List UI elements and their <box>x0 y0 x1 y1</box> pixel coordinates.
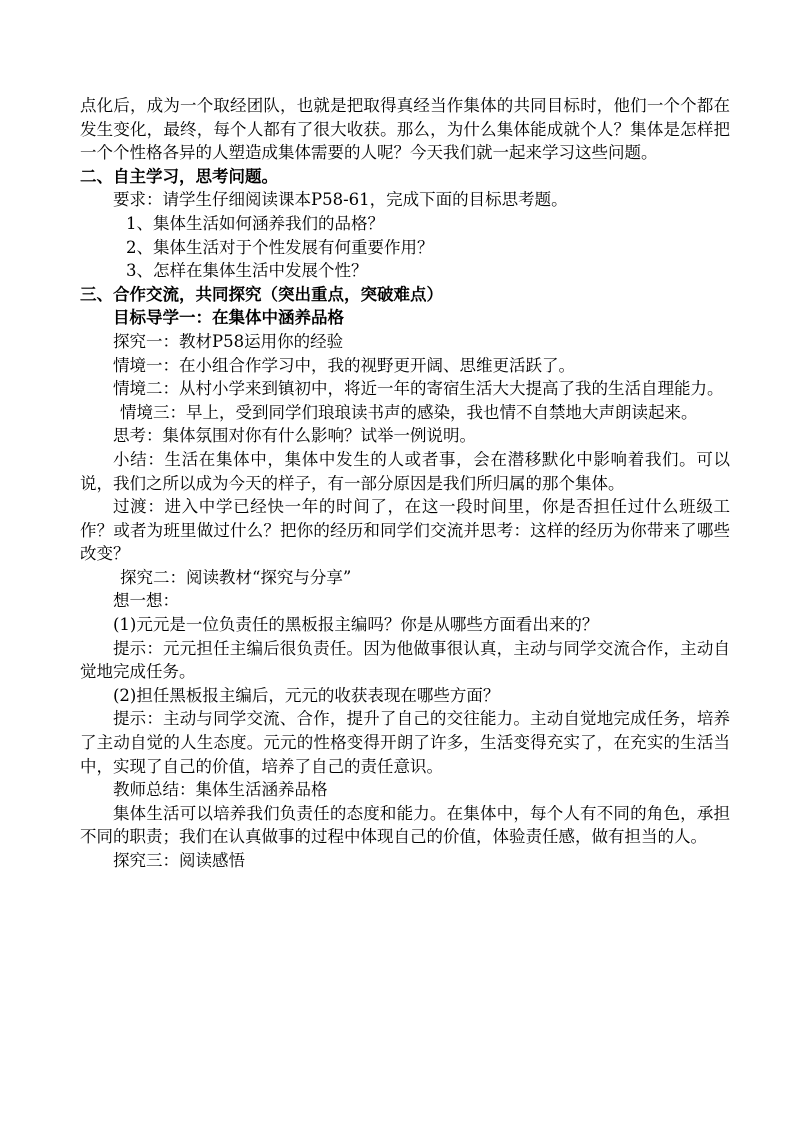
transition-paragraph: 过渡：进入中学已经快一年的时间了，在这一段时间里，你是否担任过什么班级工作？或者为班里做过什么？把你的经历和同学们交流并思考：这样的经历为你带来了哪些改变？ <box>80 497 730 564</box>
scenario-2: 情境二：从村小学来到镇初中，将近一年的寄宿生活大大提高了我的生活自理能力。 <box>113 379 724 399</box>
explore-3-title: 探究三：阅读感悟 <box>113 851 245 870</box>
question-item-2: 2、集体生活对于个性发展有何重要作用？ <box>126 237 434 257</box>
intro-paragraph: 点化后，成为一个取经团队，也就是把取得真经当作集体的共同目标时，他们一个个都在发生变化，最终，每个人都有了很大收获。那么，为什么集体能成就个人？集体是怎样把一个个性格各异的人塑造成集体需要的人呢？今天我们就一起来学习这些问题。 <box>80 96 730 163</box>
document-page <box>80 94 730 873</box>
question-2: (2)担任黑板报主编后，元元的收获表现在哪些方面？ <box>113 685 500 705</box>
scenario-3: 情境三：早上，受到同学们琅琅读书声的感染，我也情不自禁地大声朗读起来。 <box>120 402 698 422</box>
think-label: 想一想： <box>113 591 179 611</box>
goal-heading-1: 目标导学一：在集体中涵养品格 <box>113 308 344 328</box>
question-item-1: 1、集体生活如何涵养我们的品格？ <box>126 213 384 233</box>
explore-1-title: 探究一：教材P58运用你的经验 <box>113 331 344 351</box>
think-question: 思考：集体氛围对你有什么影响？试举一例说明。 <box>113 426 476 446</box>
explore-2-title: 探究二：阅读教材“探究与分享” <box>120 567 352 587</box>
requirement-paragraph: 要求：请学生仔细阅读课本P58-61，完成下面的目标思考题。 <box>113 190 568 210</box>
question-item-3: 3、怎样在集体生活中发展个性？ <box>126 261 368 281</box>
question-1: (1)元元是一位负责任的黑板报主编吗？你是从哪些方面看出来的？ <box>113 615 599 635</box>
hint-1: 提示：元元担任主编后很负责任。因为他做事很认真，主动与同学交流合作，主动自觉地完成任务。 <box>80 638 730 682</box>
hint-2: 提示：主动与同学交流、合作，提升了自己的交往能力。主动自觉地完成任务，培养了主动自觉的人生态度。元元的性格变得开朗了许多，生活变得充实了，在充实的生活当中，实现了自己的价值，培养了自己的责任意识。 <box>80 709 730 776</box>
section-heading-3: 三、合作交流，共同探究（突出重点，突破难点） <box>80 284 443 304</box>
section-heading-2: 二、自主学习，思考问题。 <box>80 166 278 186</box>
teacher-summary-title: 教师总结：集体生活涵养品格 <box>113 780 328 800</box>
teacher-summary-body: 集体生活可以培养我们负责任的态度和能力。在集体中，每个人有不同的角色，承担不同的职责；我们在认真做事的过程中体现自己的价值，体验责任感，做有担当的人。 <box>80 803 730 847</box>
scenario-1: 情境一：在小组合作学习中，我的视野更开阔、思维更活跃了。 <box>113 355 575 375</box>
summary-paragraph: 小结：生活在集体中，集体中发生的人或者事，会在潜移默化中影响着我们。可以说，我们之所以成为今天的样子，有一部分原因是我们所归属的那个集体。 <box>80 449 730 493</box>
